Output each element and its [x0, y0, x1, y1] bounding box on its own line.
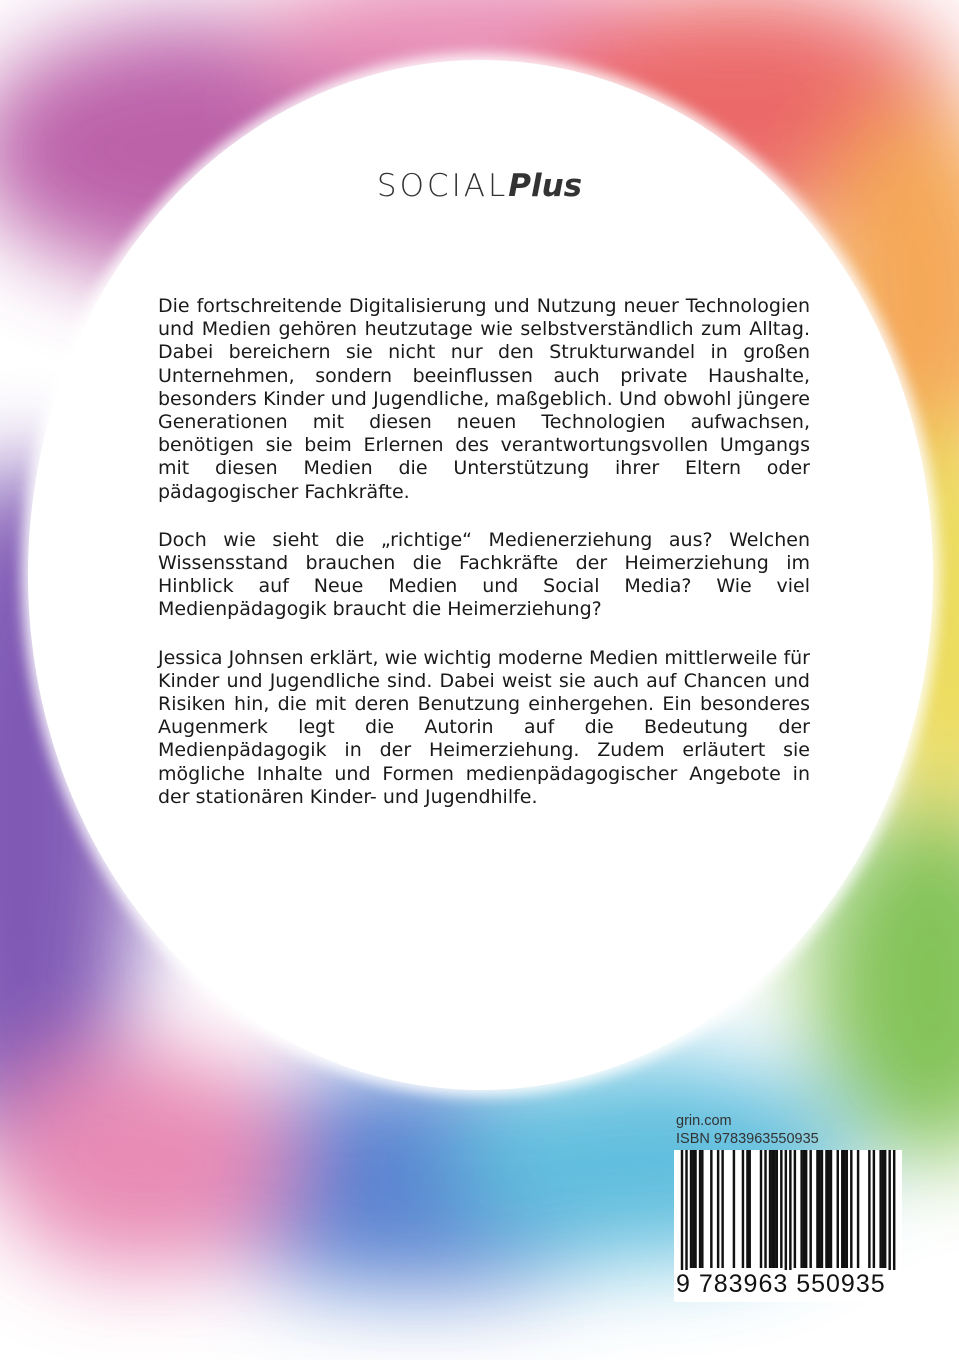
barcode-bar [692, 1150, 694, 1268]
blurb-paragraph-3: Jessica Johnsen erklärt, wie wichtig moderne Medien mittlerweile für Kinder und Jugendliche sind. Dabei weist sie auch auf Chancen und Risiken hin, die mit deren Benutzung einhergehen. Ein besonderes Augenmerk legt die Autorin auf die Bedeutung der Medienpädagogik in der Heimerziehung. Zudem erläutert sie mögliche Inhalte und Formen medienpädagogischer Angebote in der stationären Kinder- und Jugendhilfe. [158, 646, 810, 808]
barcode-bar [809, 1150, 811, 1268]
barcode-bar [879, 1150, 881, 1268]
barcode-bar [846, 1150, 848, 1268]
barcode-bar [764, 1150, 766, 1268]
barcode-bar [699, 1150, 701, 1268]
series-logo [0, 168, 959, 204]
logo-plus: Plus [508, 168, 583, 204]
publisher-info [676, 1112, 819, 1148]
barcode-bar [843, 1150, 845, 1268]
barcode-bar [776, 1150, 778, 1268]
barcode-bar [760, 1150, 762, 1268]
barcode-bar [733, 1150, 735, 1268]
barcode-bar [748, 1150, 750, 1268]
barcode-bar [868, 1150, 870, 1268]
barcode-bar [882, 1150, 884, 1268]
barcode-bar [717, 1150, 719, 1268]
barcode-bar [841, 1150, 843, 1268]
barcode-bar [818, 1150, 820, 1268]
barcode-bar [893, 1150, 895, 1290]
logo-social: SOCIAL [376, 168, 509, 204]
barcode-bar [721, 1150, 723, 1268]
barcode-bar [850, 1150, 852, 1268]
barcode-bar [816, 1150, 818, 1268]
barcode-bar [888, 1150, 890, 1290]
barcode-bar [785, 1150, 787, 1290]
barcode-bar [830, 1150, 832, 1268]
barcode-bar [685, 1150, 687, 1290]
barcode-bar [789, 1150, 791, 1290]
barcode-bar [771, 1150, 773, 1268]
barcode-bar [837, 1150, 839, 1268]
blurb-paragraph-2: Doch wie sieht die „richtige“ Medienerziehung aus? Welchen Wissensstand brauchen die Fachkräfte der Heimerziehung im Hinblick auf Neue Medien und Social Media? Wie viel Medienpädagogik braucht die Heimerziehung? [158, 528, 810, 621]
blurb-paragraph-1: Die fortschreitende Digitalisierung und Nutzung neuer Technologien und Medien gehören heutzutage wie selbstverständlich zum Alltag. Dabei bereichern sie nicht nur den Strukturwandel in großen Unternehmen, sondern beeinflussen auch private Haushalte, besonders Kinder und Jugendliche, maßgeblich. Und obwohl jüngere Generationen mit diesen neuen Technologien aufwachsen, benötigen sie beim Erlernen des verantwortungsvollen Umgangs mit diesen Medien die Unterstützung ihrer Eltern oder pädagogischer Fachkräfte. [158, 295, 810, 503]
barcode-bar [701, 1150, 703, 1268]
barcode-bar [780, 1150, 782, 1268]
barcode-bar [773, 1150, 775, 1268]
barcode-bar [884, 1150, 886, 1268]
blurb-text [158, 295, 810, 834]
barcode-bar [742, 1150, 744, 1268]
barcode-bar [694, 1150, 696, 1268]
barcode-bar [828, 1150, 830, 1268]
barcode-bar [681, 1150, 683, 1290]
barcode-bar [803, 1150, 805, 1268]
barcode-bar [873, 1150, 875, 1268]
barcode-bar [690, 1150, 692, 1268]
barcode-bar [746, 1150, 748, 1268]
barcode-digits: 9 783963 550935 [676, 1270, 898, 1299]
barcode-bar [710, 1150, 712, 1268]
barcode-bar [769, 1150, 771, 1268]
barcode-bar [805, 1150, 807, 1268]
barcode-bar [800, 1150, 802, 1268]
barcode-bar [821, 1150, 823, 1268]
isbn-label: ISBN 9783963550935 [676, 1131, 819, 1147]
publisher-website: grin.com [676, 1113, 732, 1129]
barcode-bar [794, 1150, 796, 1268]
barcode-bar [857, 1150, 859, 1268]
barcode-bar [825, 1150, 827, 1268]
